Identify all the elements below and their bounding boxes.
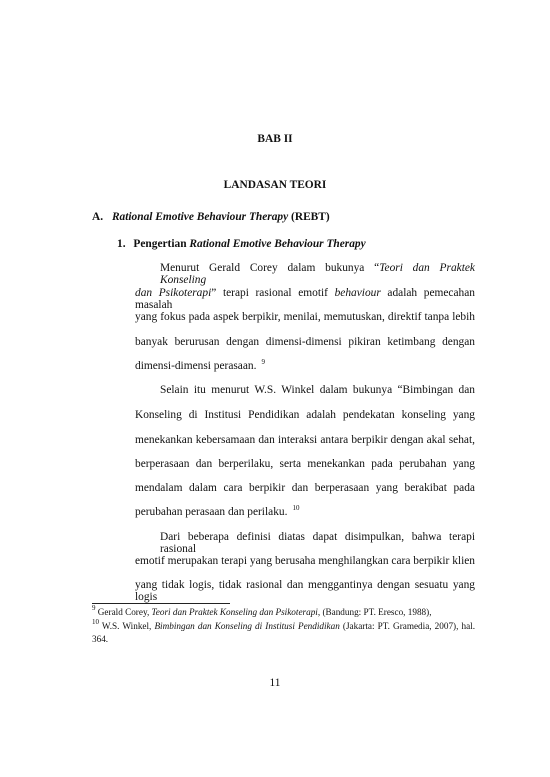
body-line: Selain itu menurut W.S. Winkel dalam bukunya “Bimbingan dan	[160, 384, 475, 396]
body-line: menekankan kebersamaan dan interaksi antara berpikir dengan akal sehat,	[135, 434, 475, 446]
body-line: banyak berurusan dengan dimensi-dimensi pikiran ketimbang dengan	[135, 336, 475, 348]
subsection-1-title-italic: Rational Emotive Behaviour Therapy	[189, 238, 366, 250]
body-line: mendalam dalam cara berpikir dan berperasaan yang berakibat pada	[135, 482, 475, 494]
section-a-title: Rational Emotive Behaviour Therapy	[111, 211, 289, 223]
footnote-10-continuation: 364.	[92, 634, 109, 644]
body-line: berperasaan dan berperilaku, serta menekankan pada perubahan yang	[135, 458, 475, 470]
subsection-1-title-plain: Pengertian	[133, 238, 187, 250]
body-line: Konseling di Institusi Pendidikan adalah pendekatan konseling yang	[135, 409, 475, 421]
footnote-divider	[92, 603, 230, 604]
footnote-ref: 10	[292, 504, 300, 512]
subsection-1-label: 1.	[117, 238, 126, 250]
section-a-label: A.	[92, 211, 104, 223]
footnote-10: $^{10}$ W.S. Winkel, Bimbingan dan Konseling di Institusi Pendidikan (Jakarta: PT. Gramedia, 2007), hal.	[92, 618, 475, 631]
body-line: perubahan perasaan dan perilaku. $^{10}$	[135, 504, 300, 518]
section-a-heading	[92, 211, 330, 223]
footnote-9: $^9$ Gerald Corey, Teori dan Praktek Konseling dan Psikoterapi, (Bandung: PT. Eresco, 1988),	[92, 604, 432, 617]
chapter-title: LANDASAN TEORI	[223, 179, 327, 191]
chapter-label: BAB II	[257, 133, 293, 145]
body-line: yang tidak logis, tidak rasional dan menggantinya dengan sesuatu yang logis	[135, 579, 475, 603]
body-line: yang fokus pada aspek berpikir, menilai, memutuskan, direktif tanpa lebih	[135, 311, 475, 323]
page-number: 11	[269, 677, 281, 689]
body-line: Dari beberapa definisi diatas dapat disimpulkan, bahwa terapi rasional	[160, 531, 475, 555]
subsection-1-heading	[117, 238, 366, 250]
body-line: Menurut Gerald Corey dalam bukunya “Teori dan Praktek Konseling	[160, 262, 475, 286]
section-a-suffix: (REBT)	[291, 211, 330, 223]
body-line: emotif merupakan terapi yang berusaha menghilangkan cara berpikir klien	[135, 555, 475, 567]
body-line: dan Psikoterapi” terapi rasional emotif behaviour adalah pemecahan masalah	[135, 287, 475, 311]
body-line: dimensi-dimensi perasaan. $^9$	[135, 358, 265, 372]
footnote-ref: 9	[261, 358, 265, 366]
